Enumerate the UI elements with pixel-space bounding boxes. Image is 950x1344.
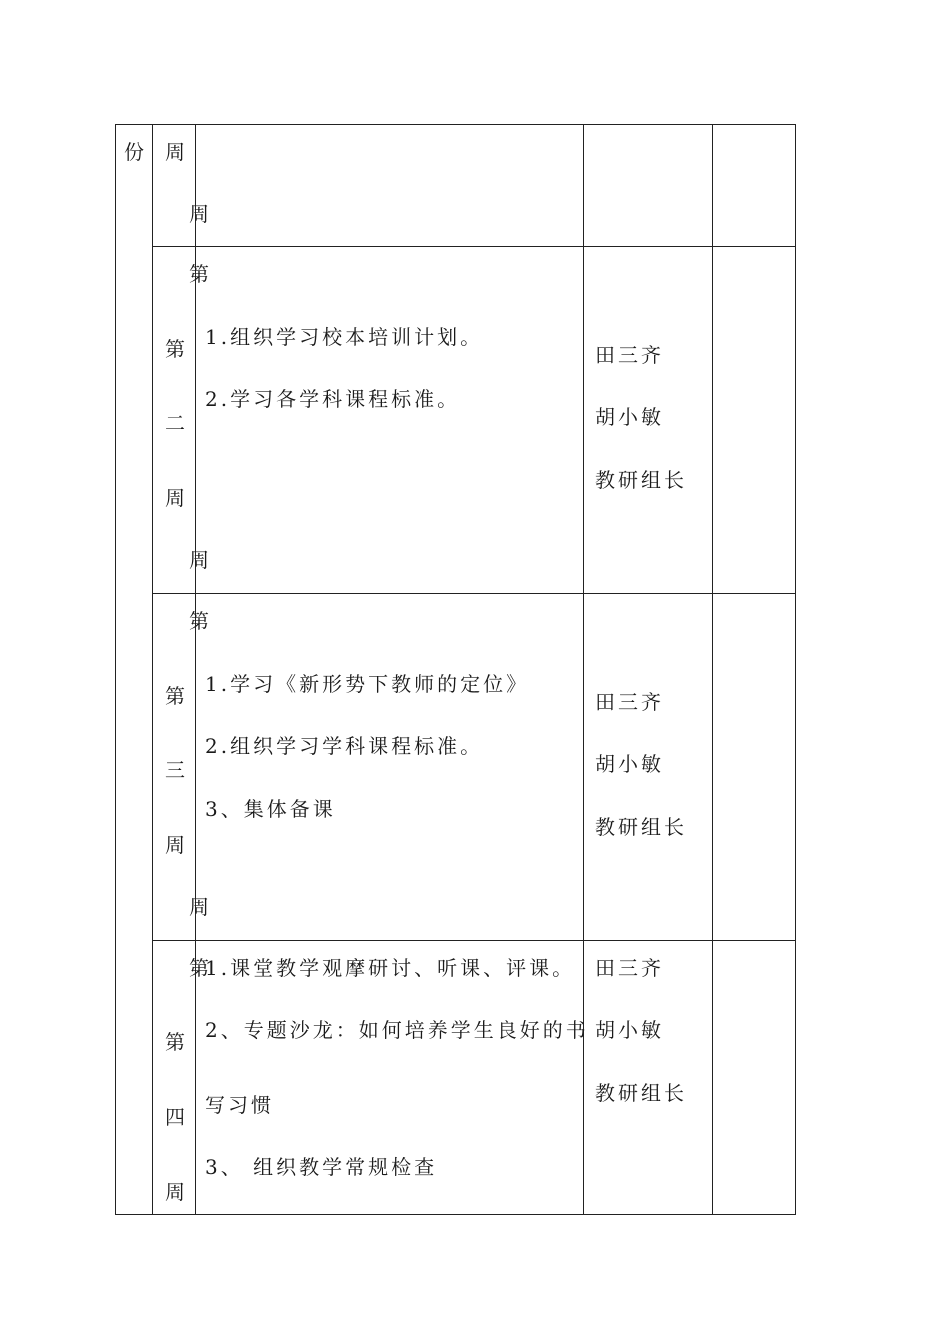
week-label-char: 第 (165, 684, 185, 708)
week-overflow-bottom: 周 (189, 895, 209, 919)
content-column-divider (583, 124, 584, 1215)
person-name: 田三齐 (595, 343, 664, 367)
content-line: 3、集体备课 (205, 797, 336, 821)
week-label-char: 周 (165, 486, 185, 510)
week-label-char: 周 (165, 140, 185, 164)
content-line: 写习惯 (205, 1093, 274, 1117)
person-name: 教研组长 (595, 815, 687, 839)
week-label-char: 第 (165, 337, 185, 361)
table-top-border (115, 124, 796, 125)
table-left-border (115, 124, 116, 1215)
week-overflow-top: 第 (189, 609, 209, 633)
month-column-divider (152, 124, 153, 1215)
row-divider-2 (152, 593, 796, 594)
week-overflow-bottom: 周 (189, 548, 209, 572)
person-name: 胡小敏 (595, 405, 664, 429)
content-line: 1.组织学习校本培训计划。 (205, 325, 484, 349)
row-divider-1 (152, 246, 796, 247)
week-label-char: 周 (165, 1180, 185, 1204)
content-line: 3、 组织教学常规检查 (205, 1155, 438, 1179)
week-overflow-top: 第 (189, 262, 209, 286)
content-line: 1.学习《新形势下教师的定位》 (205, 672, 530, 696)
person-name: 田三齐 (595, 690, 664, 714)
person-name: 胡小敏 (595, 752, 664, 776)
content-line: 2.学习各学科课程标准。 (205, 387, 461, 411)
week-label-char: 周 (165, 833, 185, 857)
content-line: 2.组织学习学科课程标准。 (205, 734, 484, 758)
week-overflow-bottom: 周 (189, 202, 209, 226)
month-column-label: 份 (124, 140, 144, 164)
table-right-border (795, 124, 796, 1215)
table-bottom-border (115, 1214, 796, 1215)
row-divider-3 (152, 940, 796, 941)
people-column-divider (712, 124, 713, 1215)
week-label-char: 三 (165, 758, 185, 782)
person-name: 教研组长 (595, 1081, 687, 1105)
week-label-char: 二 (165, 411, 185, 435)
week-label-char: 四 (165, 1105, 185, 1129)
week-overflow-top: 第 (189, 956, 209, 980)
person-name: 胡小敏 (595, 1018, 664, 1042)
content-line: 2、专题沙龙：如何培养学生良好的书 (205, 1018, 589, 1042)
week-column-divider (195, 124, 196, 1215)
content-line: 1.课堂教学观摩研讨、听课、评课。 (205, 956, 576, 980)
person-name: 田三齐 (595, 956, 664, 980)
week-label-char: 第 (165, 1030, 185, 1054)
person-name: 教研组长 (595, 468, 687, 492)
